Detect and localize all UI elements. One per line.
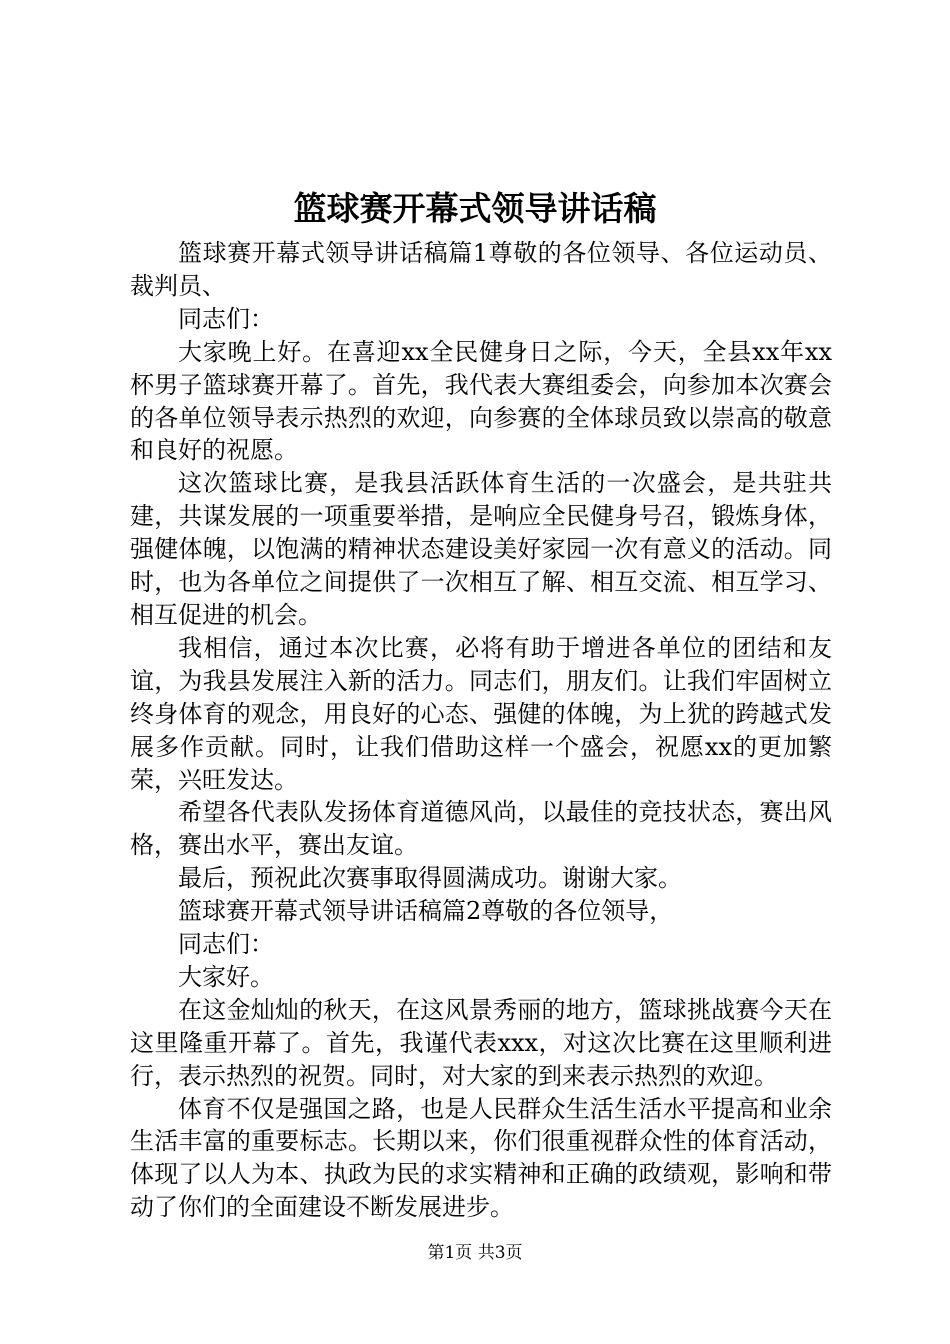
page-number-footer: 第1页 共3页 — [427, 1243, 523, 1263]
paragraph: 大家晚上好。在喜迎xx全民健身日之际，今天，全县xx年xx杯男子篮球赛开幕了。首先，我代表大赛组委会，向参加本次赛会的各单位领导表示热烈的欢迎，向参赛的全体球员致以崇高的敬意和良好的祝愿。 — [130, 337, 832, 465]
paragraph: 这次篮球比赛，是我县活跃体育生活的一次盛会，是共驻共建，共谋发展的一项重要举措，是响应全民健身号召，锻炼身体，强健体魄，以饱满的精神状态建设美好家园一次有意义的活动。同时，也为各单位之间提供了一次相互了解、相互交流、相互学习、相互促进的机会。 — [130, 469, 832, 629]
paragraph: 同志们： — [178, 930, 274, 959]
paragraph: 篮球赛开幕式领导讲话稿篇2尊敬的各位领导， — [178, 897, 674, 926]
paragraph: 同志们： — [178, 304, 274, 333]
paragraph: 大家好。 — [178, 962, 274, 991]
paragraph: 在这金灿灿的秋天，在这风景秀丽的地方，篮球挑战赛今天在这里隆重开幕了。首先，我谨代表xxx，对这次比赛在这里顺利进行，表示热烈的祝贺。同时，对大家的到来表示热烈的欢迎。 — [130, 995, 832, 1090]
paragraph: 希望各代表队发扬体育道德风尚，以最佳的竞技状态，赛出风格，赛出水平，赛出友谊。 — [130, 798, 832, 860]
paragraph: 我相信，通过本次比赛，必将有助于增进各单位的团结和友谊，为我县发展注入新的活力。同志们，朋友们。让我们牢固树立终身体育的观念，用良好的心态、强健的体魄，为上犹的跨越式发展多作贡献。同时，让我们借助这样一个盛会，祝愿xx的更加繁荣，兴旺发达。 — [130, 633, 832, 794]
paragraph: 篮球赛开幕式领导讲话稿篇1尊敬的各位领导、各位运动员、裁判员、 — [130, 239, 832, 300]
paragraph: 体育不仅是强国之路，也是人民群众生活生活水平提高和业余生活丰富的重要标志。长期以来，你们很重视群众性的体育活动，体现了以人为本、执政为民的求实精神和正确的政绩观，影响和带动了你们的全面建设不断发展进步。 — [130, 1094, 832, 1222]
document-title: 篮球赛开幕式领导讲话稿 — [293, 189, 657, 228]
document-body — [130, 237, 832, 1224]
paragraph: 最后，预祝此次赛事取得圆满成功。谢谢大家。 — [178, 864, 682, 893]
